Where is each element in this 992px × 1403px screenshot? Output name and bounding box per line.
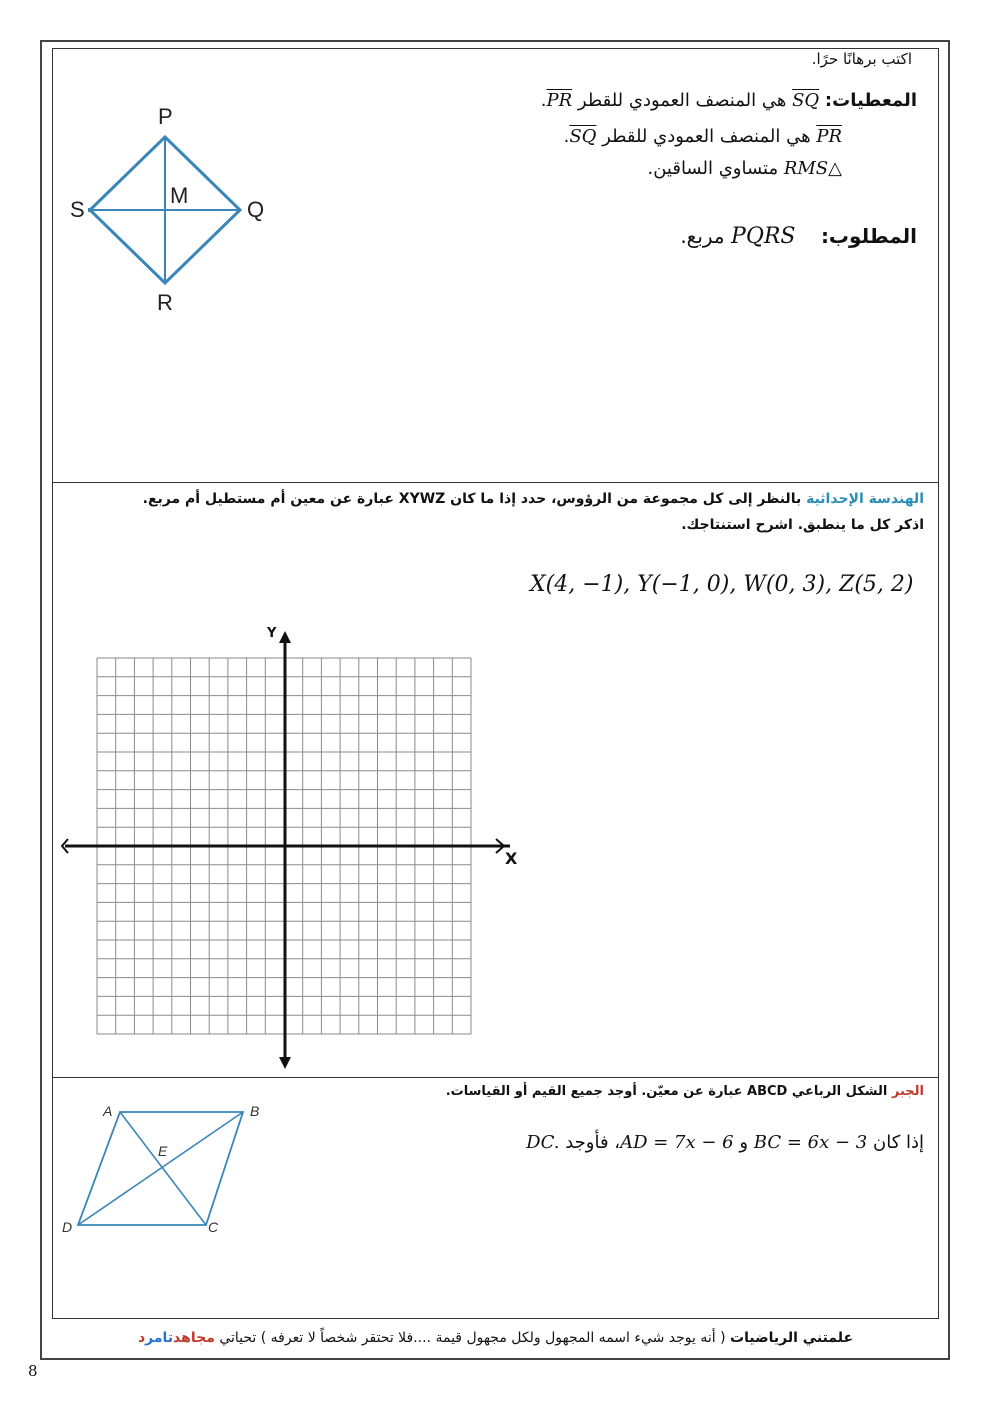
- x-axis-label: X: [505, 849, 518, 868]
- given-1-text: هي المنصف العمودي للقطر: [577, 90, 787, 111]
- label-e: E: [158, 1143, 168, 1159]
- footer-part3: تحياتي: [219, 1330, 257, 1346]
- author-name-a: مجاهد: [173, 1330, 215, 1346]
- label-s: S: [70, 197, 85, 222]
- expr-ad: AD = 7x − 6: [620, 1132, 734, 1153]
- y-axis-down-arrow: [279, 1057, 291, 1069]
- footer-part1: علمتني الرياضيات: [730, 1330, 854, 1346]
- label-m: M: [170, 183, 189, 208]
- target-dc: DC.: [526, 1132, 560, 1153]
- conj-and: و: [739, 1132, 749, 1153]
- given-label: المعطيات:: [824, 90, 917, 111]
- given-line-3: [647, 158, 842, 179]
- coordinate-grid: [60, 625, 530, 1075]
- given-3-text: متساوي الساقين.: [647, 158, 779, 179]
- segment-sq: SQ: [792, 90, 820, 111]
- coord-geometry-question: [135, 486, 924, 538]
- expr-bc: BC = 6x − 3: [753, 1132, 868, 1153]
- algebra-condition: [526, 1132, 924, 1153]
- condition-prefix: إذا كان: [872, 1132, 924, 1153]
- prove-line: [680, 224, 917, 249]
- given-line-1: المعطيات: SQ هي المنصف العمودي للقطر PR.: [540, 90, 917, 111]
- label-d: D: [62, 1219, 73, 1235]
- footer-quote: [52, 1330, 939, 1346]
- triangle-rms: △RMS: [783, 158, 842, 179]
- section-divider-2: [52, 1077, 939, 1078]
- rhombus-abcd-diagram: [60, 1100, 280, 1240]
- segment-sq-2: SQ: [569, 126, 597, 147]
- algebra-question-text: الشكل الرباعي ABCD عبارة عن معيّن. أوجد جميع القيم أو القياسات.: [445, 1084, 888, 1099]
- y-axis-label: Y: [267, 626, 277, 641]
- label-p: P: [158, 104, 173, 129]
- vertex-s-dot: [88, 208, 92, 212]
- prove-text: مربع.: [680, 224, 725, 248]
- instruction-text: اكتب برهانًا حرًا.: [811, 50, 912, 68]
- label-q: Q: [247, 197, 265, 222]
- given-line-2: PR هي المنصف العمودي للقطر SQ.: [563, 126, 842, 147]
- segment-pr-2: PR: [816, 126, 842, 147]
- label-r: R: [157, 290, 173, 315]
- label-b: B: [250, 1103, 260, 1119]
- author-name-b: تامر: [145, 1330, 174, 1346]
- diagonal-bd: [78, 1112, 243, 1225]
- author-name-c: د: [137, 1330, 146, 1346]
- diagonal-ac: [120, 1112, 206, 1225]
- given-2-text: هي المنصف العمودي للقطر: [602, 126, 811, 147]
- section-divider-1: [52, 482, 939, 483]
- find-text: ، فأوجد: [565, 1132, 621, 1153]
- y-axis-up-arrow: [279, 631, 291, 643]
- label-c: C: [208, 1219, 219, 1235]
- footer-part2: ( أنه يوجد شيء اسمه المجهول ولكل مجهول قيمة ....فلا تحتقر شخصاً لا تعرفه ): [260, 1330, 726, 1346]
- algebra-question: [446, 1084, 924, 1099]
- topic-algebra: الجبر: [891, 1084, 924, 1099]
- page-number: 8: [28, 1362, 38, 1380]
- figure-pqrs: PQRS: [731, 224, 796, 249]
- topic-coord-geometry: الهندسة الإحداثية: [806, 491, 924, 507]
- segment-pr: PR: [546, 90, 573, 111]
- label-a: A: [103, 1103, 113, 1119]
- vertices-text: X(4, −1), Y(−1, 0), W(0, 3), Z(5, 2): [530, 572, 914, 597]
- question-text: بالنظر إلى كل مجموعة من الرؤوس، حدد إذا ما كان XYWZ عبارة عن معين أم مستطيل أم مربع. اذكر كل ما ينطبق. اشرح استنتاجك.: [142, 491, 924, 533]
- prove-label: المطلوب:: [820, 224, 917, 248]
